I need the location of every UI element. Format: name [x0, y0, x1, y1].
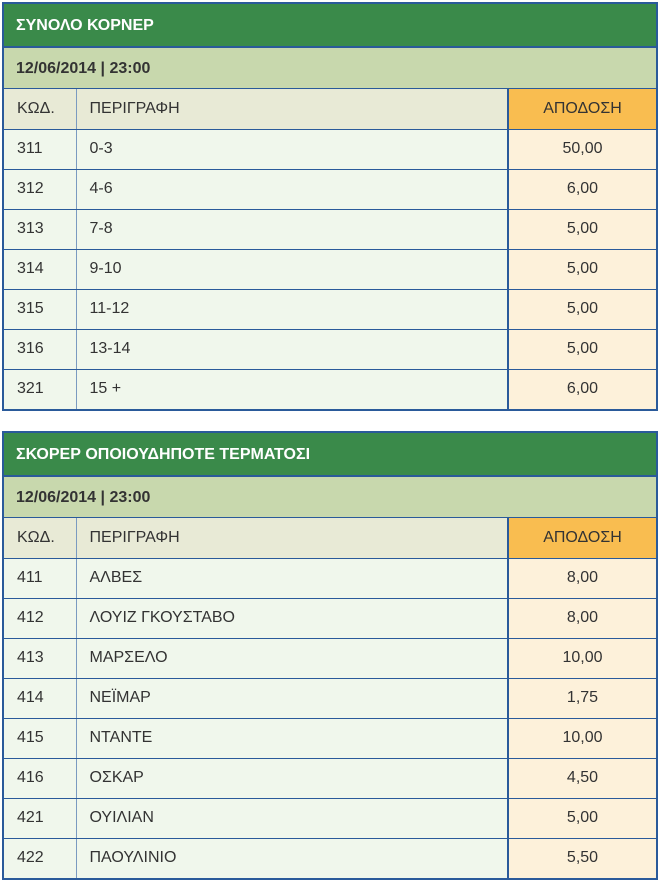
table-row	[4, 209, 656, 249]
bet-description: 0-3	[76, 129, 508, 169]
market-corners-total	[2, 2, 658, 411]
odds-value[interactable]: 4,50	[508, 758, 656, 798]
column-header-description: ΠΕΡΙΓΡΑΦΗ	[76, 518, 508, 558]
bet-code: 314	[4, 249, 76, 289]
table-row	[4, 558, 656, 598]
bet-code: 321	[4, 369, 76, 409]
column-header-code: ΚΩΔ.	[4, 89, 76, 129]
table-row	[4, 718, 656, 758]
odds-value[interactable]: 5,00	[508, 798, 656, 838]
bet-description: ΛΟΥΙΖ ΓΚΟΥΣΤΑΒΟ	[76, 598, 508, 638]
bet-code: 312	[4, 169, 76, 209]
odds-table	[4, 518, 656, 878]
table-header-row	[4, 89, 656, 129]
odds-value[interactable]: 6,00	[508, 369, 656, 409]
bet-code: 414	[4, 678, 76, 718]
bet-code: 311	[4, 129, 76, 169]
odds-table	[4, 89, 656, 409]
bet-code: 422	[4, 838, 76, 878]
bet-description: 11-12	[76, 289, 508, 329]
bet-code: 313	[4, 209, 76, 249]
bet-code: 415	[4, 718, 76, 758]
market-date: 12/06/2014 | 23:00	[4, 477, 656, 518]
table-row	[4, 638, 656, 678]
table-row	[4, 169, 656, 209]
table-row	[4, 598, 656, 638]
bet-code: 416	[4, 758, 76, 798]
bet-description: ΑΛΒΕΣ	[76, 558, 508, 598]
odds-value[interactable]: 5,00	[508, 249, 656, 289]
odds-value[interactable]: 5,50	[508, 838, 656, 878]
bet-code: 412	[4, 598, 76, 638]
odds-value[interactable]: 1,75	[508, 678, 656, 718]
bet-code: 421	[4, 798, 76, 838]
bet-code: 316	[4, 329, 76, 369]
odds-value[interactable]: 5,00	[508, 209, 656, 249]
bet-description: ΟΣΚΑΡ	[76, 758, 508, 798]
odds-value[interactable]: 10,00	[508, 638, 656, 678]
table-row	[4, 838, 656, 878]
odds-value[interactable]: 50,00	[508, 129, 656, 169]
odds-value[interactable]: 8,00	[508, 558, 656, 598]
column-header-odds: ΑΠΟΔΟΣΗ	[508, 89, 656, 129]
bet-description: ΜΑΡΣΕΛΟ	[76, 638, 508, 678]
bet-description: ΠΑΟΥΛΙΝΙΟ	[76, 838, 508, 878]
column-header-code: ΚΩΔ.	[4, 518, 76, 558]
bet-description: 13-14	[76, 329, 508, 369]
table-row	[4, 758, 656, 798]
odds-value[interactable]: 5,00	[508, 289, 656, 329]
odds-value[interactable]: 5,00	[508, 329, 656, 369]
market-title: ΣΥΝΟΛΟ ΚΟΡΝΕΡ	[4, 4, 656, 48]
market-title: ΣΚΟΡΕΡ ΟΠΟΙΟΥΔΗΠΟΤΕ ΤΕΡΜΑΤΟΣΙ	[4, 433, 656, 477]
table-row	[4, 369, 656, 409]
bet-description: 7-8	[76, 209, 508, 249]
odds-value[interactable]: 6,00	[508, 169, 656, 209]
table-row	[4, 289, 656, 329]
bet-code: 315	[4, 289, 76, 329]
table-row	[4, 249, 656, 289]
bet-description: 15 +	[76, 369, 508, 409]
odds-value[interactable]: 8,00	[508, 598, 656, 638]
column-header-description: ΠΕΡΙΓΡΑΦΗ	[76, 89, 508, 129]
table-row	[4, 798, 656, 838]
column-header-odds: ΑΠΟΔΟΣΗ	[508, 518, 656, 558]
bet-code: 411	[4, 558, 76, 598]
market-anytime-scorer	[2, 431, 658, 880]
market-date: 12/06/2014 | 23:00	[4, 48, 656, 89]
bet-description: ΝΤΑΝΤΕ	[76, 718, 508, 758]
table-row	[4, 129, 656, 169]
bet-description: 9-10	[76, 249, 508, 289]
table-row	[4, 329, 656, 369]
table-row	[4, 678, 656, 718]
bet-description: 4-6	[76, 169, 508, 209]
bet-code: 413	[4, 638, 76, 678]
bet-description: ΝΕΪΜΑΡ	[76, 678, 508, 718]
odds-value[interactable]: 10,00	[508, 718, 656, 758]
bet-description: ΟΥΙΛΙΑΝ	[76, 798, 508, 838]
table-header-row	[4, 518, 656, 558]
